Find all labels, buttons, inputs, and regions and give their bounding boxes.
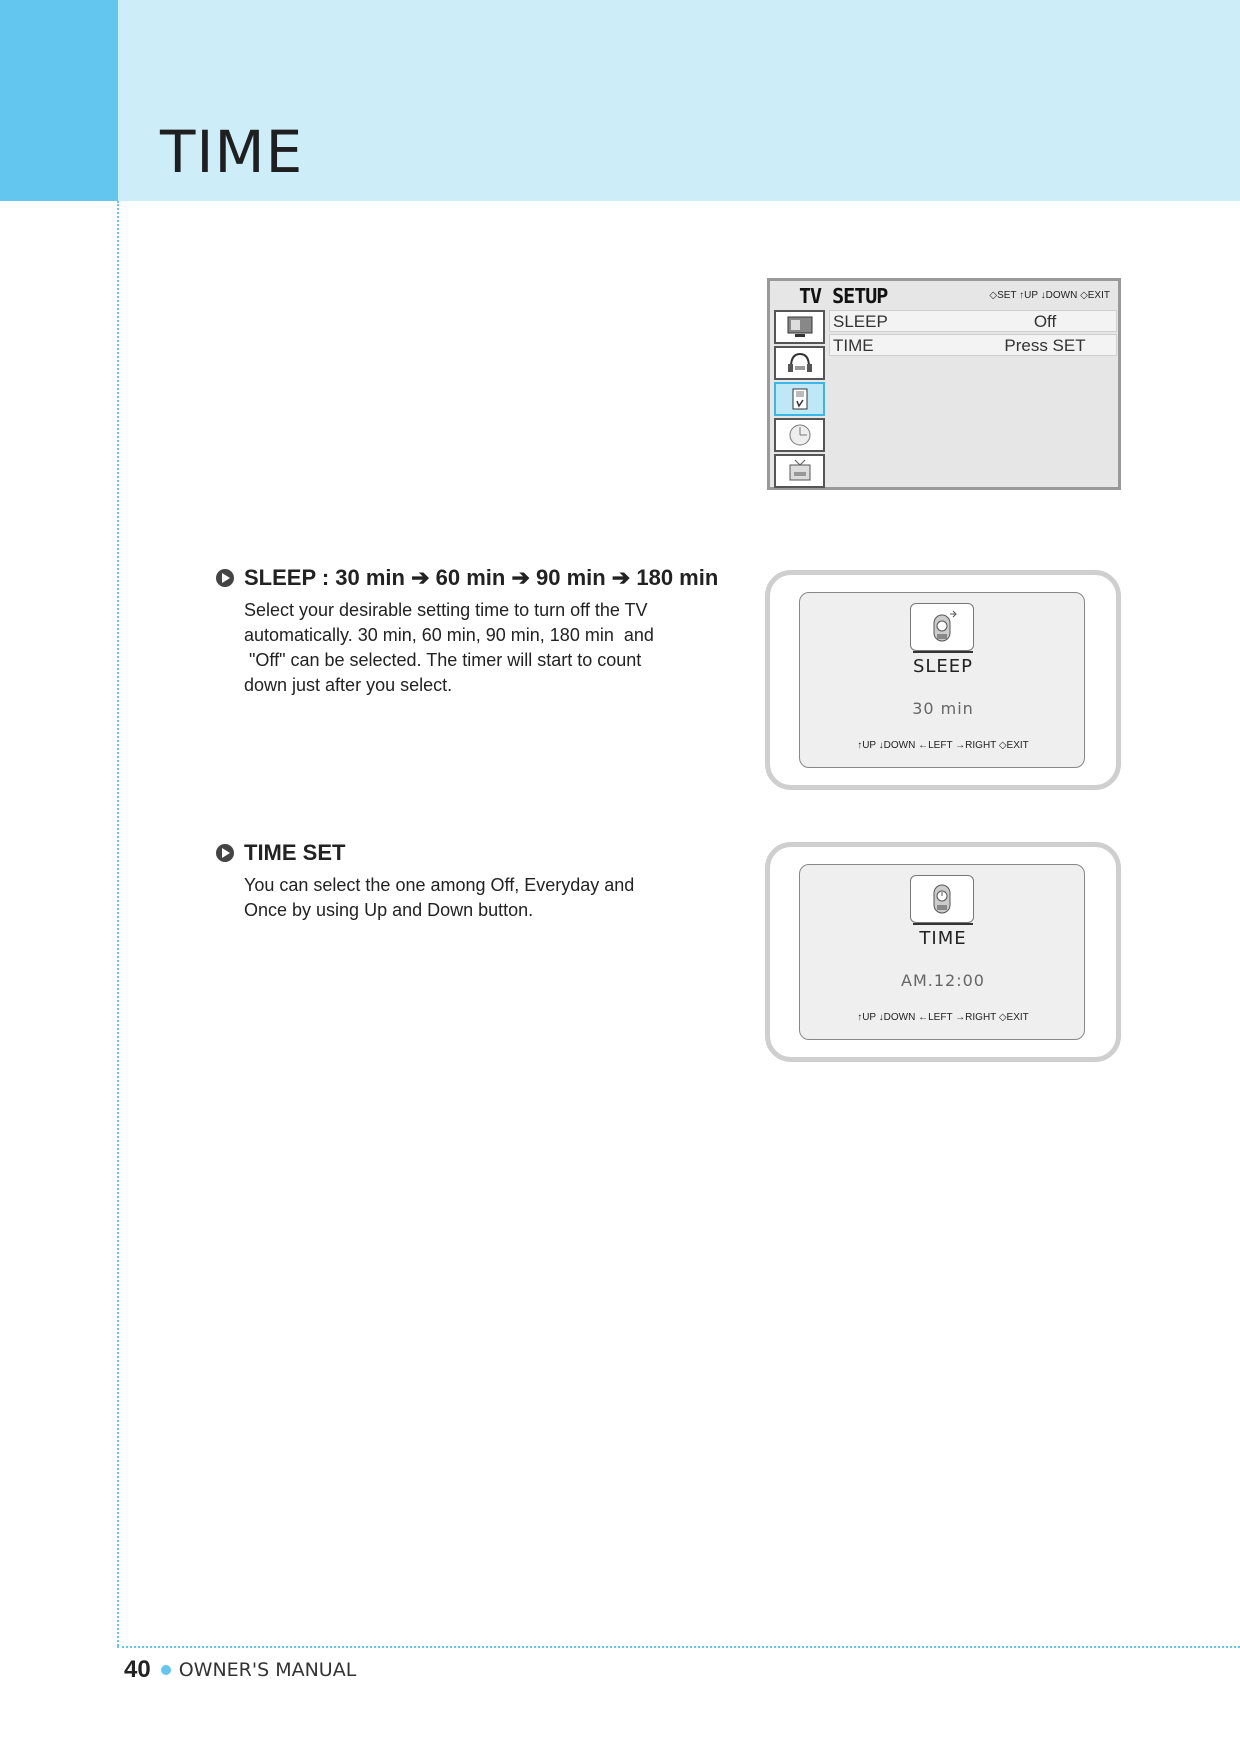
tv-menu-rows: [829, 310, 1117, 358]
timeset-description: [244, 873, 684, 923]
sound-icon[interactable]: [774, 346, 825, 380]
footer-text: OWNER'S MANUAL: [178, 1659, 357, 1681]
sleep-bullet-icon: [216, 569, 234, 587]
sleep-osd-screen: [799, 592, 1085, 768]
tv-menu-row-value: Off: [1033, 312, 1057, 331]
picture-icon[interactable]: [774, 310, 825, 344]
tv-menu-header: [770, 281, 1118, 309]
time-osd-value: AM.12:00: [901, 971, 985, 990]
tv-menu-icons: [774, 310, 826, 490]
sleep-osd-panel: [765, 570, 1121, 790]
sleep-timer-icon: [910, 603, 974, 651]
footer: [124, 1656, 356, 1684]
header-tab: [0, 0, 118, 201]
footer-line: [117, 1646, 1240, 1648]
osd-divider: [913, 923, 973, 925]
sleep-description: [244, 598, 684, 698]
tv-setup-menu: [767, 278, 1121, 490]
sleep-line: Select your desirable setting time to turn off the TV: [244, 600, 648, 620]
sleep-line: "Off" can be selected. The timer will start to count: [244, 650, 642, 670]
tv-menu-row-time[interactable]: [829, 334, 1117, 356]
margin-line: [117, 201, 119, 1646]
sleep-title: SLEEP : 30 min ➔ 60 min ➔ 90 min ➔ 180 min: [244, 565, 719, 590]
sleep-osd-label: SLEEP: [912, 656, 974, 677]
footer-dot-icon: [161, 1665, 171, 1675]
tv-menu-row-label: TIME: [833, 336, 874, 355]
page-title: TIME: [160, 118, 304, 186]
tv-menu-row-sleep[interactable]: [829, 310, 1117, 332]
page-number: 40: [124, 1656, 151, 1683]
tv-menu-title: TV SETUP: [799, 284, 888, 308]
tv-icon[interactable]: [774, 454, 825, 488]
timeset-bullet-icon: [216, 844, 234, 862]
sleep-line: automatically. 30 min, 60 min, 90 min, 180 min and: [244, 625, 654, 645]
setup-icon[interactable]: [774, 382, 825, 416]
sleep-osd-value: 30 min: [912, 699, 974, 718]
time-clock-icon: [910, 875, 974, 923]
time-osd-panel: [765, 842, 1121, 1062]
tv-menu-hint: ◇SET ↑UP ↓DOWN ◇EXIT: [989, 290, 1110, 301]
timeset-line: You can select the one among Off, Everyday and: [244, 875, 635, 895]
osd-divider: [913, 651, 973, 653]
tv-menu-row-value: Press SET: [1004, 336, 1086, 355]
tv-menu-row-label: SLEEP: [833, 312, 888, 331]
sleep-line: down just after you select.: [244, 675, 453, 695]
sleep-osd-hint: ↑UP ↓DOWN ←LEFT →RIGHT ◇EXIT: [857, 740, 1029, 751]
timeset-line: Once by using Up and Down button.: [244, 900, 534, 920]
time-osd-screen: [799, 864, 1085, 1040]
time-osd-hint: ↑UP ↓DOWN ←LEFT →RIGHT ◇EXIT: [857, 1012, 1029, 1023]
time-icon[interactable]: [774, 418, 825, 452]
timeset-title: TIME SET: [244, 840, 346, 865]
time-osd-label: TIME: [919, 928, 967, 949]
